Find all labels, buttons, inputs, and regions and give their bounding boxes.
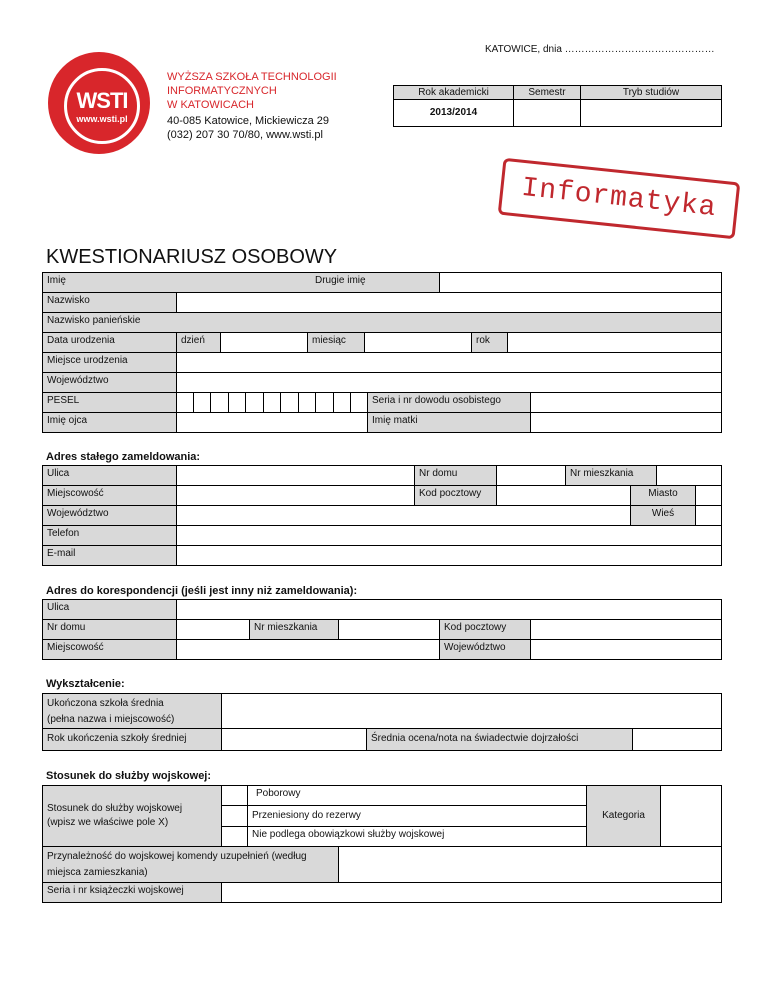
telefon-label: Telefon — [42, 525, 177, 546]
koresp-kod-field[interactable] — [530, 619, 722, 640]
srednia-label: Średnia ocena/nota na świadectwie dojrzałości — [366, 728, 633, 751]
email-field[interactable] — [176, 545, 722, 566]
wies-checkbox[interactable] — [695, 505, 722, 526]
koresp-nr-domu-label: Nr domu — [42, 619, 177, 640]
dzien-field[interactable] — [220, 332, 308, 353]
miejscowosc-field[interactable] — [176, 485, 415, 506]
imie-ojca-field[interactable] — [176, 412, 368, 433]
wojsko-heading: Stosunek do służby wojskowej: — [46, 770, 212, 782]
semestr-label: Semestr — [513, 85, 581, 100]
informatyka-stamp: Informatyka — [498, 158, 740, 240]
rok-akademicki-label: Rok akademicki — [393, 85, 514, 100]
koresp-nr-domu-field[interactable] — [176, 619, 250, 640]
wyksztalcenie-heading: Wykształcenie: — [46, 678, 125, 690]
rok-ukonczenia-label: Rok ukończenia szkoły średniej — [42, 728, 222, 751]
nr-domu-field[interactable] — [496, 465, 566, 486]
data-urodzenia-label: Data urodzenia — [42, 332, 177, 353]
pesel-digits[interactable] — [176, 392, 368, 413]
koresp-wojewodztwo-label: Województwo — [439, 639, 531, 660]
school-address: 40-085 Katowice, Mickiewicza 29 (032) 207 30 70/80, www.wsti.pl — [167, 115, 330, 141]
wsti-logo: WSTI www.wsti.pl — [48, 52, 150, 154]
koresp-miejscowosc-field[interactable] — [176, 639, 440, 660]
imie-ojca-label: Imię ojca — [42, 412, 177, 433]
wojsko-label: Stosunek do służby wojskowej (wpisz we właściwe pole X) — [42, 785, 222, 847]
drugie-imie-field[interactable] — [439, 272, 722, 293]
miejsce-urodzenia-field[interactable] — [176, 352, 722, 373]
imie-row: Imię Drugie imię — [42, 272, 440, 293]
seria-dowodu-field[interactable] — [530, 392, 722, 413]
wojewodztwo-adres-label: Województwo — [42, 505, 177, 526]
miejsce-urodzenia-label: Miejsce urodzenia — [42, 352, 177, 373]
komenda-label: Przynależność do wojskowej komendy uzupełnień (według miejsca zamieszkania) — [42, 846, 339, 883]
rok-ukonczenia-field[interactable] — [221, 728, 367, 751]
koresp-miejscowosc-label: Miejscowość — [42, 639, 177, 660]
miejscowosc-label: Miejscowość — [42, 485, 177, 506]
miesiac-field[interactable] — [364, 332, 472, 353]
form-title: KWESTIONARIUSZ OSOBOWY — [46, 246, 338, 268]
miesiac-label: miesiąc — [307, 332, 365, 353]
ulica-field[interactable] — [176, 465, 415, 486]
wojewodztwo-field[interactable] — [176, 372, 722, 393]
tryb-label: Tryb studiów — [580, 85, 722, 100]
ksiazeczka-label: Seria i nr książeczki wojskowej — [42, 882, 222, 903]
szkola-label: Ukończona szkoła średnia (pełna nazwa i miejscowość) — [42, 693, 222, 729]
adres-stalego-heading: Adres stałego zameldowania: — [46, 451, 201, 463]
dzien-label: dzień — [176, 332, 221, 353]
komenda-field[interactable] — [338, 846, 722, 883]
koresp-ulica-field[interactable] — [176, 599, 722, 620]
miasto-label: Miasto — [630, 485, 696, 506]
imie-matki-field[interactable] — [530, 412, 722, 433]
koresp-kod-label: Kod pocztowy — [439, 619, 531, 640]
nr-mieszkania-label: Nr mieszkania — [565, 465, 657, 486]
rezerwa-label: Przeniesiony do rezerwy — [247, 805, 587, 827]
koresp-wojewodztwo-field[interactable] — [530, 639, 722, 660]
kategoria-label: Kategoria — [586, 785, 661, 847]
adres-koresp-heading: Adres do korespondencji (jeśli jest inny niż zameldowania): — [46, 585, 358, 597]
nazwisko-field[interactable] — [176, 292, 722, 313]
wojewodztwo-label: Województwo — [42, 372, 177, 393]
rok-field[interactable] — [507, 332, 722, 353]
tryb-field[interactable] — [580, 99, 722, 127]
miasto-checkbox[interactable] — [695, 485, 722, 506]
koresp-ulica-label: Ulica — [42, 599, 177, 620]
email-label: E-mail — [42, 545, 177, 566]
ksiazeczka-field[interactable] — [221, 882, 722, 903]
telefon-field[interactable] — [176, 525, 722, 546]
rok-label: rok — [471, 332, 508, 353]
nazwisko-panienskie-label: Nazwisko panieńskie — [42, 312, 722, 333]
nie-podlega-checkbox[interactable] — [221, 826, 248, 847]
poborowy-checkbox[interactable] — [221, 785, 248, 806]
kod-pocztowy-field[interactable] — [496, 485, 631, 506]
wies-label: Wieś — [630, 505, 696, 526]
wojewodztwo-adres-field[interactable] — [176, 505, 631, 526]
kod-pocztowy-label: Kod pocztowy — [414, 485, 497, 506]
koresp-nr-mieszkania-label: Nr mieszkania — [249, 619, 339, 640]
nr-mieszkania-field[interactable] — [656, 465, 722, 486]
rok-akademicki-value: 2013/2014 — [393, 99, 514, 127]
szkola-field[interactable] — [221, 693, 722, 729]
date-line: KATOWICE, dnia ……………………………………… — [485, 44, 715, 55]
nr-domu-label: Nr domu — [414, 465, 497, 486]
ulica-label: Ulica — [42, 465, 177, 486]
semestr-field[interactable] — [513, 99, 581, 127]
imie-matki-label: Imię matki — [367, 412, 531, 433]
pesel-label: PESEL — [42, 392, 177, 413]
rezerwa-checkbox[interactable] — [221, 805, 248, 827]
poborowy-label: Poborowy — [247, 785, 587, 806]
srednia-field[interactable] — [632, 728, 722, 751]
koresp-nr-mieszkania-field[interactable] — [338, 619, 440, 640]
kategoria-field[interactable] — [660, 785, 722, 847]
seria-dowodu-label: Seria i nr dowodu osobistego — [367, 392, 531, 413]
nazwisko-label: Nazwisko — [42, 292, 177, 313]
nie-podlega-label: Nie podlega obowiązkowi służby wojskowej — [247, 826, 587, 847]
school-name: WYŻSZA SZKOŁA TECHNOLOGII INFORMATYCZNYCH W KATOWICACH — [167, 71, 337, 111]
